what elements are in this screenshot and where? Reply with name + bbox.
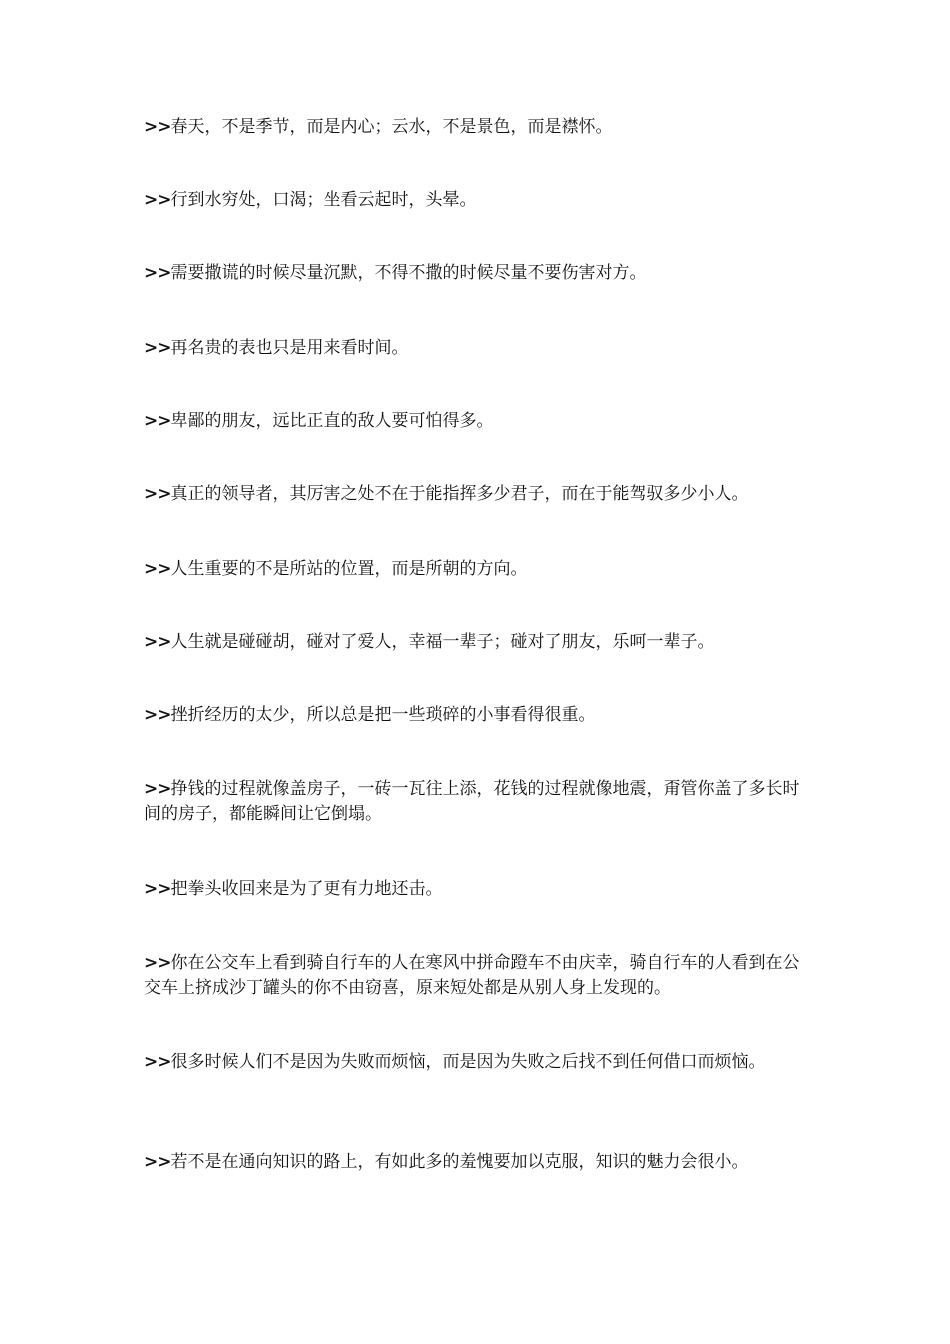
quote-1 xyxy=(144,115,810,140)
quote-text: 你在公交车上看到骑自行车的人在寒风中拼命蹬车不由庆幸，骑自行车的人看到在公交车上挤成沙丁罐头的你不由窃喜，原来短处都是从别人身上发现的。 xyxy=(144,953,800,998)
quote-text: 卑鄙的朋友，远比正直的敌人要可怕得多。 xyxy=(170,411,494,431)
quote-text: 挫折经历的太少，所以总是把一些琐碎的小事看得很重。 xyxy=(170,705,596,725)
quote-10 xyxy=(144,777,810,827)
quote-text: 人生重要的不是所站的位置，而是所朝的方向。 xyxy=(170,559,528,579)
quote-text: 挣钱的过程就像盖房子，一砖一瓦往上添，花钱的过程就像地震，甭管你盖了多长时间的房子，都能瞬间让它倒塌。 xyxy=(144,779,800,824)
quote-3 xyxy=(144,261,810,286)
quote-2 xyxy=(144,188,810,213)
quote-marker: >> xyxy=(144,484,171,504)
quote-5 xyxy=(144,409,810,434)
quote-text: 真正的领导者，其厉害之处不在于能指挥多少君子，而在于能驾驭多少小人。 xyxy=(170,484,749,504)
quote-12 xyxy=(144,951,810,1001)
quote-text: 若不是在通向知识的路上，有如此多的羞愧要加以克服，知识的魅力会很小。 xyxy=(170,1152,749,1172)
quote-text: 春天，不是季节，而是内心；云水，不是景色，而是襟怀。 xyxy=(170,117,613,137)
quote-marker: >> xyxy=(144,1052,171,1072)
quote-marker: >> xyxy=(144,338,171,358)
quote-marker: >> xyxy=(144,559,171,579)
quote-text: 把拳头收回来是为了更有力地还击。 xyxy=(170,879,443,899)
quote-6 xyxy=(144,482,810,507)
quote-text: 行到水穷处，口渴；坐看云起时，头晕。 xyxy=(170,190,477,210)
quote-8 xyxy=(144,630,810,655)
quote-marker: >> xyxy=(144,1152,171,1172)
quote-11 xyxy=(144,877,810,902)
quote-marker: >> xyxy=(144,779,171,799)
quote-marker: >> xyxy=(144,263,171,283)
quote-text: 再名贵的表也只是用来看时间。 xyxy=(170,338,409,358)
quote-text: 人生就是碰碰胡，碰对了爱人，幸福一辈子；碰对了朋友，乐呵一辈子。 xyxy=(170,632,715,652)
quote-marker: >> xyxy=(144,411,171,431)
quote-marker: >> xyxy=(144,705,171,725)
quote-text: 需要撒谎的时候尽量沉默，不得不撒的时候尽量不要伤害对方。 xyxy=(170,263,647,283)
quote-text: 很多时候人们不是因为失败而烦恼，而是因为失败之后找不到任何借口而烦恼。 xyxy=(170,1052,766,1072)
quote-7 xyxy=(144,557,810,582)
quote-4 xyxy=(144,336,810,361)
quote-marker: >> xyxy=(144,190,171,210)
quote-14 xyxy=(144,1150,810,1175)
quote-marker: >> xyxy=(144,953,171,973)
quote-marker: >> xyxy=(144,117,171,137)
quote-marker: >> xyxy=(144,879,171,899)
quote-13 xyxy=(144,1050,810,1075)
quote-9 xyxy=(144,703,810,728)
quote-marker: >> xyxy=(144,632,171,652)
